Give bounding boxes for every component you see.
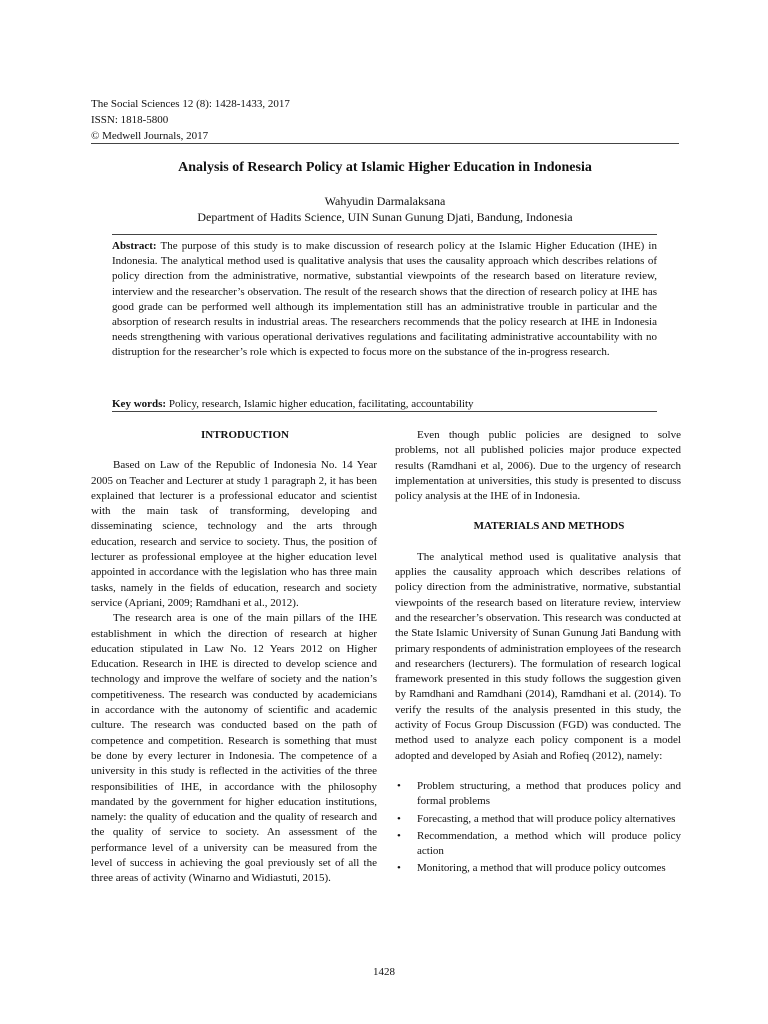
introduction-heading: INTRODUCTION [200,429,289,441]
list-item: • Monitoring, a method that will produce policy outcomes [397,862,666,875]
keywords [112,397,657,412]
author-block [91,193,679,225]
list-item: • Recommendation, a method which will produce policy action [397,829,681,858]
abstract-text: The purpose of this study is to make discussion of research policy at the Islamic Higher Education (IHE) in Indonesia. The analytical method used is qualitative analysis that uses the causality approach which describes relations of policy direction from the administrative, normative, substantial viewpoints of the research based on literature review, interview and the researcher’s observation. The result of the research shows that the direction of research policy at IHE has good grade can be performed well although its implementation still has an administrative trouble in particular and the absorption of research results in industrial areas. The researchers recommends that the policy research at IHE in Indonesia needs strengthening with various operational derivatives regulations and facilitating administrative accountability with no distruption for the researcher’s role which is expected to focus more on the substance of the in-progress research. [112,240,657,359]
intro-paragraph-2: The research area is one of the main pillars of the IHE establishment in which the direction of research at higher education stipulated in Law No. 12 Years 2012 on Higher Education. Research in IHE is directed to develop science and technology and improve the welfare of society and the nation’s competitiveness. The research was conducted by academicians in accordance with the autonomy of scientific and academic culture. The research was conducted based on the path of competence and competition. Research is something that must be done by every lecturer in Indonesia. The competence of a university in this study is reflected in the activities of the three responsibilities of IHE, in accordance with the philosophy mandated by the government for higher education institutions, namely: the quality of education and the quality of research and the quality of service to society. An assessment of the performance level of a university can be measured from the level of success in achieving the goal previously set of all the three areas of activity (Winarno and Widiastuti, 2015). [91,612,377,885]
abstract-bottom-rule [112,411,657,412]
abstract-label: Abstract: [112,240,157,252]
intro-paragraph-3: Even though public policies are designed to solve problems, not all published policies major produce expected results (Ramdhani et al, 2006). Due to the urgency of research implementation at universities, this study is presented to discuss policy analysis at the IHE of in Indonesia. [395,429,681,503]
abstract-top-rule [112,234,657,235]
keywords-text: Policy, research, Islamic higher education, facilitating, accountability [168,398,474,410]
journal-citation: The Social Sciences 12 (8): 1428-1433, 2017 [91,98,290,110]
page-number: 1428 [373,966,395,978]
paper-title: Analysis of Research Policy at Islamic Higher Education in Indonesia [178,160,592,175]
left-column [91,428,377,887]
methods-heading: MATERIALS AND METHODS [473,520,625,533]
keywords-label: Key words: [112,398,167,410]
abstract [112,239,657,361]
journal-issn: ISSN: 1818-5800 [91,114,169,126]
list-item: • Problem structuring, a method that produces policy and formal problems [397,779,681,808]
author-affiliation: Department of Hadits Science, UIN Sunan Gunung Djati, Bandung, Indonesia [197,210,573,224]
methods-bullet-list [395,779,681,877]
methods-paragraph: The analytical method used is qualitative analysis that applies the causality approach which describes relations of policy direction from the administrative, normative, substantial viewpoints of the research based on literature review, interview and the researcher’s observation. This research was conducted at the State Islamic University of Sunan Gunung Jati Bandung with primary respondents of administration employees of the research and researchers (lecturers). The formulation of research logical framework presented in this study follows the suggestion given by Ramdhani and Ramdhani (2014), Ramdhani et al. (2014). To verify the results of the analysis presented in this study, the activity of Focus Group Discussion (FGD) was conducted. The method used to analyze each policy component is a model adopted and developed by Asiah and Rofieq (2012), namely: [395,550,681,762]
author-name: Wahyudin Darmalaksana [324,194,446,208]
intro-paragraph-1: Based on Law of the Republic of Indonesia No. 14 Year 2005 on Teacher and Lecturer at study 1 paragraph 2, it has been explained that lecturer is a professional educator and scientist with the main task of transforming, developing and disseminating science, technology and the arts through education, research and service to society. Thus, the position of lecturer as professional employee at the higher education level appointed in accordance with the legislation who has three main tasks, namely in the fields of education, research and society service (Apriani, 2009; Ramdhani et al., 2012). [91,459,377,609]
list-item: • Forecasting, a method that will produce policy alternatives [397,812,676,825]
header-rule [91,143,679,144]
journal-copyright: © Medwell Journals, 2017 [91,130,209,142]
journal-header [91,96,290,144]
right-column [395,428,681,879]
